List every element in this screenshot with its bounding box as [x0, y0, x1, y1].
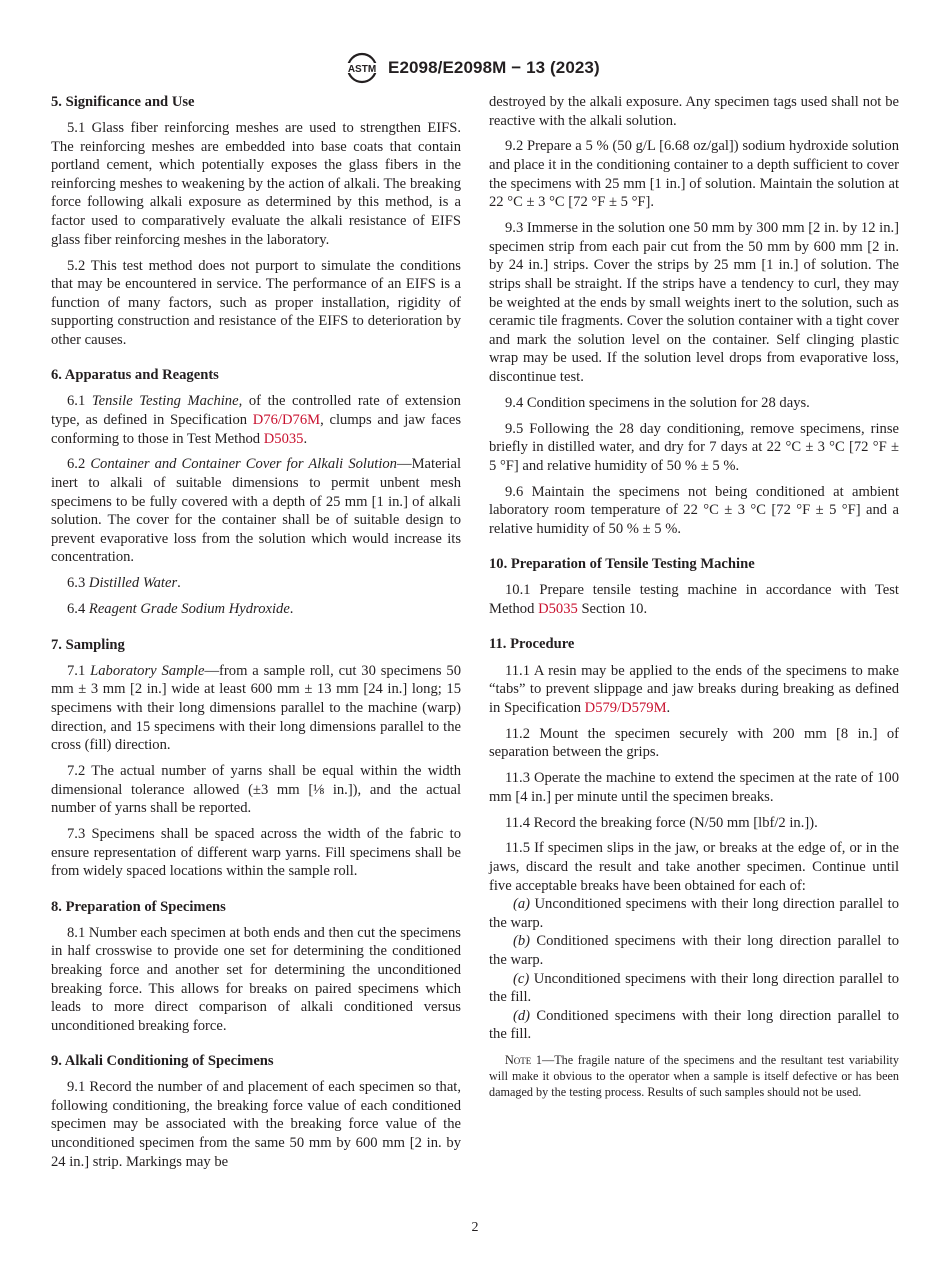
paragraph-11-1: 11.1 A resin may be applied to the ends of the specimens to make “tabs” to prevent slippage and jaw breaks during breaking as defined in Specification D579/D579M. [489, 662, 899, 716]
section-6-heading: 6. Apparatus and Reagents [51, 367, 219, 384]
paragraph-6-1: 6.1 Tensile Testing Machine, of the controlled rate of extension type, as defined in Specification D76/D76M, clumps and jaw faces conforming to those in Test Method D5035. [51, 393, 462, 447]
section-5-heading: 5. Significance and Use [51, 94, 195, 110]
d76-link[interactable]: D76/D76M [252, 412, 321, 428]
paragraph-7-1: 7.1 Laboratory Sample—from a sample roll, cut 30 specimens 50 mm ± 3 mm [2 in.] wide at least 600 mm ± 13 mm [24 in.] long; 15 specimens with their long dimensions parallel to the machine (warp) direction, and 15 specimens with their long dimensions parallel to the cross (fill) direction. [51, 662, 461, 754]
list-item: (a) Unconditioned specimens with their long direction parallel to the warp. [489, 896, 899, 931]
paragraph-7-2: 7.2 The actual number of yarns shall be equal within the width dimensional tolerance allowed (±3 mm [⅛ in.]), and the actual number of yarns shall be reported. [51, 762, 461, 817]
section-10-heading: 10. Preparation of Tensile Testing Machine [489, 556, 755, 573]
section-8-heading: 8. Preparation of Specimens [51, 898, 226, 915]
section-9-heading: 9. Alkali Conditioning of Specimens [51, 1053, 274, 1070]
svg-text:ASTM: ASTM [347, 64, 377, 75]
paragraph-11-3: 11.3 Operate the machine to extend the specimen at the rate of 100 mm [4 in.] per minute until the specimen breaks. [489, 770, 899, 805]
paragraph-11-4: 11.4 Record the breaking force (N/50 mm [lbf/2 in.]). [505, 814, 818, 831]
paragraph-11-2: 11.2 Mount the specimen securely with 200 mm [8 in.] of separation between the grips. [489, 725, 899, 761]
paragraph-9-2: 9.2 Prepare a 5 % (50 g/L [6.68 oz/gal]) sodium hydroxide solution and place it in the conditioning container to a depth sufficient to cover the specimens with 25 mm [1 in.] of solution. Maintain the solution at 22 °C ± 3 °C [72 °F ± 5 °F]. [489, 138, 899, 211]
paragraph-5-2: 5.2 This test method does not purport to simulate the conditions that may be encountered in service. The performance of an EIFS is a function of many factors, such as proper installation, rigidity of supporting construction and resistance of the EIFS to deterioration by other causes. [51, 257, 461, 348]
list-item: (d) Conditioned specimens with their long direction parallel to the fill. [489, 1007, 900, 1043]
paragraph-9-1-continued: destroyed by the alkali exposure. Any specimen tags used shall not be reactive with the alkali solution. [489, 94, 899, 129]
paragraph-6-4: 6.4 Reagent Grade Sodium Hydroxide. [67, 601, 294, 618]
paragraph-10-1: 10.1 Prepare tensile testing machine in accordance with Test Method D5035 Section 10. [489, 582, 899, 618]
paragraph-9-1: 9.1 Record the number of and placement of each specimen so that, following conditioning, the breaking force value of each conditioned specimen may be associated with the breaking force value of the unconditioned specimen from the same 50 mm by 600 mm [2 in. by 24 in.] strip. Markings may be [51, 1079, 461, 1170]
document-designation: E2098/E2098M − 13 (2023) [388, 58, 600, 77]
page-header [0, 52, 950, 86]
left-column [51, 93, 461, 1178]
d5035-link[interactable]: D5035 [538, 601, 578, 618]
paragraph-8-1: 8.1 Number each specimen at both ends and then cut the specimens in half crosswise to provide one set for determining the conditioned breaking force and another set for determining the unconditioned breaking force. This allows for breaks on paired specimens which leads to more direct comparison of alkali conditioned versus unconditioned breaking force. [51, 924, 461, 1034]
paragraph-9-5: 9.5 Following the 28 day conditioning, remove specimens, rinse briefly in distilled water, and dry for 7 days at 22 °C ± 3 °C [72 °F ± 5 °F] and relative humidity of 50 % ± 5 %. [489, 420, 899, 474]
d5035-link[interactable]: D5035 [263, 430, 304, 447]
paragraph-11-5: 11.5 If specimen slips in the jaw, or breaks at the edge of, or in the jaws, discard the result and take another specimen. Continue until five acceptable breaks have been obtained for each of: [489, 840, 899, 894]
right-column [489, 93, 899, 1108]
d579-link[interactable]: D579/D579M [584, 699, 667, 716]
paragraph-9-4: 9.4 Condition specimens in the solution for 28 days. [505, 394, 810, 411]
page-number: 2 [471, 1220, 479, 1235]
list-item: (b) Conditioned specimens with their long direction parallel to the warp. [489, 933, 900, 969]
paragraph-5-1: 5.1 Glass fiber reinforcing meshes are used to strengthen EIFS. The reinforcing meshes are embedded into base coats that contain portland cement, which potentially exposes the glass fibers in the reinforcing meshes to weakening by the action of alkali. The breaking force following alkali exposure as determined by this method, is a factor used to comparatively evaluate the alkali resistance of EIFS glass fiber reinforcing meshes in the laboratory. [51, 120, 461, 248]
paragraph-6-3: 6.3 Distilled Water. [67, 575, 181, 592]
astm-logo-icon [343, 52, 381, 84]
paragraph-6-2: 6.2 Container and Container Cover for Alkali Solution—Material inert to alkali of suitable dimensions to permit unbent mesh specimens to be fully covered with a depth of 25 mm [1 in.] of alkali solution. The cover for the container shall be of suitable design to prevent evaporative loss from the solution which would increase its concentration. [51, 456, 461, 566]
paragraph-7-3: 7.3 Specimens shall be spaced across the width of the fabric to ensure representation of different warp yarns. Fill specimens shall be from widely spaced locations within the sample roll. [51, 826, 461, 880]
paragraph-9-6: 9.6 Maintain the specimens not being conditioned at ambient laboratory room temperature of 22 °C ± 3 °C [72 °F ± 5 °F] and a relative humidity of 50 % ± 5 %. [489, 483, 899, 537]
note-1: Note 1—The fragile nature of the specimens and the resultant test variability will make it obvious to the operator when a sample is itself defective or has been damaged by the testing process. Results of such samples should not be used. [489, 1052, 900, 1099]
section-11-heading: 11. Procedure [489, 636, 575, 653]
list-item: (c) Unconditioned specimens with their long direction parallel to the fill. [489, 970, 899, 1006]
paragraph-9-3: 9.3 Immerse in the solution one 50 mm by 300 mm [2 in. by 12 in.] specimen strip from each pair cut from the 50 mm by 600 mm [2 in. by 24 in.] strips. Cover the strips by 25 mm [1 in.] of solution. The strips shall be straight. If the strips have a tendency to curl, they may be weighted at the ends by small weights inert to the solution, such as ceramic tile fragments. Cover the solution container with a tight cover and mark the solution level on the container. Self clinging plastic wrap may be used. If the solution level drops from evaporative loss, discontinue test. [489, 220, 899, 385]
section-7-heading: 7. Sampling [51, 636, 125, 653]
